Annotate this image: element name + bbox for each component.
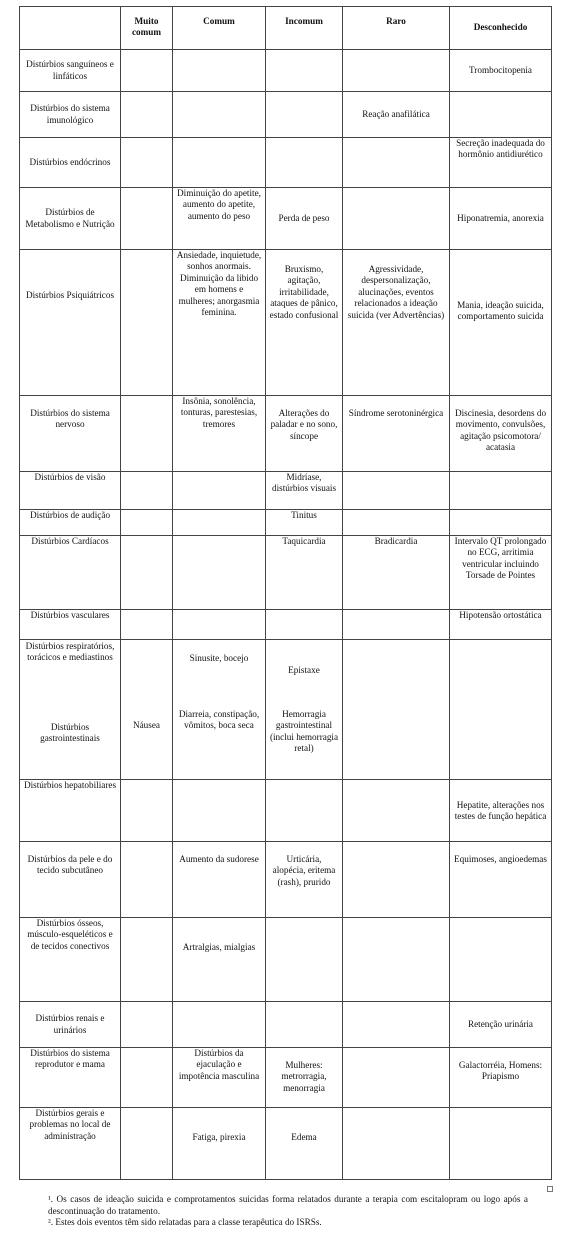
cell-desconhecido: Trombocitopenia	[450, 50, 552, 92]
table-row	[20, 536, 552, 610]
cell-comum: Insônia, sonolência, tonturas, parestesias, tremores	[173, 396, 266, 472]
cell-muito-comum	[121, 1108, 173, 1180]
row-system: Distúrbios gastrointestinais	[40, 722, 100, 744]
cell-comum: Diminuição do apetite, aumento do apetite, aumento do peso	[173, 188, 266, 250]
cell-incomum	[266, 780, 343, 842]
table-row	[20, 396, 552, 472]
cell-desconhecido: Hipotensão ortostática	[450, 610, 552, 640]
cell-raro	[343, 188, 450, 250]
cell-raro	[343, 610, 450, 640]
cell-raro	[343, 1108, 450, 1180]
cell-raro	[343, 1048, 450, 1108]
cell-comum	[173, 1002, 266, 1048]
cell-comum	[173, 50, 266, 92]
header-incomum: Incomum	[266, 7, 343, 50]
row-system: Distúrbios do sistema imunológico	[20, 92, 121, 138]
cell-raro: Agressividade, despersonalização, alucinações, eventos relacionados a ideação suicida (ver Advertências)	[343, 250, 450, 396]
cell-desconhecido: Retenção urinária	[450, 1002, 552, 1048]
row-system: Distúrbios de Metabolismo e Nutrição	[20, 188, 121, 250]
cell-desconhecido	[450, 918, 552, 1002]
row-system: Distúrbios respiratórios, torácicos e mediastinos	[25, 641, 115, 663]
cell-incomum	[266, 610, 343, 640]
cell-comum: Artralgias, mialgias	[173, 918, 266, 1002]
table-row	[20, 1002, 552, 1048]
cell-comum	[173, 510, 266, 536]
table-row	[20, 640, 552, 780]
cell-desconhecido: Galactorréia, Homens: Priapismo	[450, 1048, 552, 1108]
cell-incomum: Mulheres: metrorragia, menorragia	[266, 1048, 343, 1108]
cell-incomum	[266, 92, 343, 138]
cell-raro	[343, 918, 450, 1002]
row-system: Distúrbios do sistema reprodutor e mama	[20, 1048, 121, 1108]
cell-incomum	[266, 138, 343, 188]
cell-muito-comum	[121, 92, 173, 138]
cell-incomum: Midríase, distúrbios visuais	[266, 472, 343, 510]
row-system-merged	[20, 640, 121, 780]
row-system: Distúrbios vasculares	[20, 610, 121, 640]
footnote-1: ¹. Os casos de ideação suicida e comprotamentos suicidas forma relatados durante a terapia com escitalopram ou logo após a descontinuação do tratamento.	[48, 1194, 528, 1216]
cell-raro	[343, 50, 450, 92]
cell-comum	[173, 472, 266, 510]
cell-desconhecido	[450, 640, 552, 780]
row-system: Distúrbios hepatobiliares	[20, 780, 121, 842]
cell-desconhecido: Equimoses, angioedemas	[450, 842, 552, 918]
cell-raro: Bradicardia	[343, 536, 450, 610]
cell-incomum-merged	[266, 640, 343, 780]
cell-desconhecido: Mania, ideação suicida, comportamento suicida	[450, 250, 552, 396]
footnotes	[48, 1194, 528, 1229]
table-row	[20, 188, 552, 250]
cell-raro	[343, 640, 450, 780]
cell-raro	[343, 780, 450, 842]
table-row	[20, 250, 552, 396]
header-muito-comum: Muito comum	[121, 7, 173, 50]
table-row	[20, 610, 552, 640]
row-system: Distúrbios Psiquiátricos	[20, 250, 121, 396]
cell-raro	[343, 1002, 450, 1048]
cell-incomum: Alterações do paladar e no sono, síncope	[266, 396, 343, 472]
adverse-reactions-table	[19, 6, 552, 1180]
cell-desconhecido: Discinesia, desordens do movimento, convulsões, agitação psicomotora/ acatasia	[450, 396, 552, 472]
cell-muito-comum	[121, 536, 173, 610]
cell-comum	[173, 92, 266, 138]
cell-raro	[343, 510, 450, 536]
row-system: Distúrbios de visão	[20, 472, 121, 510]
table-row	[20, 842, 552, 918]
footnote-2: ². Estes dois eventos têm sido relatadas para a classe terapêutica do ISRSs.	[48, 1217, 322, 1227]
cell-muito-comum	[121, 396, 173, 472]
cell-comum	[173, 536, 266, 610]
table-row	[20, 1108, 552, 1180]
cell-desconhecido: Intervalo QT prolongado no ECG, arritimia ventricular incluindo Torsade de Pointes	[450, 536, 552, 610]
cell-incomum	[266, 1002, 343, 1048]
cell-incomum: Edema	[266, 1108, 343, 1180]
cell-incomum: Hemorragia gastrointestinal (inclui hemorragia retal)	[269, 709, 339, 754]
cell-raro: Reação anafilática	[343, 92, 450, 138]
row-system: Distúrbios renais e urinários	[20, 1002, 121, 1048]
cell-incomum: Epistaxe	[288, 665, 320, 675]
cell-muito-comum	[121, 842, 173, 918]
cell-muito-comum: Náusea	[121, 640, 173, 780]
cell-muito-comum	[121, 780, 173, 842]
cell-comum	[173, 138, 266, 188]
table-row	[20, 92, 552, 138]
header-desconhecido: Desconhecido	[450, 7, 552, 50]
cell-muito-comum	[121, 250, 173, 396]
cell-comum: Sinusite, bocejo	[189, 653, 249, 663]
table-corner-marker	[547, 1186, 553, 1192]
cell-muito-comum	[121, 918, 173, 1002]
cell-desconhecido: Hepatite, alterações nos testes de função hepática	[450, 780, 552, 842]
cell-muito-comum	[121, 138, 173, 188]
cell-comum	[173, 610, 266, 640]
table-row	[20, 780, 552, 842]
row-system: Distúrbios sanguíneos e linfáticos	[20, 50, 121, 92]
header-comum: Comum	[173, 7, 266, 50]
table-row	[20, 510, 552, 536]
cell-muito-comum	[121, 50, 173, 92]
row-system: Distúrbios do sistema nervoso	[20, 396, 121, 472]
row-system: Distúrbios da pele e do tecido subcutâneo	[20, 842, 121, 918]
cell-desconhecido: Hiponatremia, anorexia	[450, 188, 552, 250]
table-row	[20, 50, 552, 92]
cell-muito-comum	[121, 188, 173, 250]
cell-desconhecido	[450, 472, 552, 510]
cell-raro	[343, 472, 450, 510]
table-row	[20, 918, 552, 1002]
cell-comum: Distúrbios da ejaculação e impotência masculina	[173, 1048, 266, 1108]
row-system: Distúrbios de audição	[20, 510, 121, 536]
cell-desconhecido	[450, 92, 552, 138]
table-row	[20, 472, 552, 510]
cell-muito-comum	[121, 510, 173, 536]
cell-incomum: Urticária, alopécia, eritema (rash), prurido	[266, 842, 343, 918]
row-system: Distúrbios gerais e problemas no local de administração	[20, 1108, 121, 1180]
cell-incomum	[266, 918, 343, 1002]
cell-comum: Aumento da sudorese	[173, 842, 266, 918]
row-system: Distúrbios ósseos, músculo-esqueléticos e de tecidos conectivos	[20, 918, 121, 1002]
cell-raro: Síndrome serotoninérgica	[343, 396, 450, 472]
cell-muito-comum	[121, 1048, 173, 1108]
cell-incomum: Bruxismo, agitação, irritabilidade, ataques de pânico, estado confusional	[266, 250, 343, 396]
table-row	[20, 1048, 552, 1108]
cell-raro	[343, 138, 450, 188]
cell-muito-comum	[121, 610, 173, 640]
cell-comum: Diarreia, constipação, vômitos, boca seca	[178, 709, 260, 731]
cell-desconhecido: Secreção inadequada do hormônio antidiurético	[450, 138, 552, 188]
cell-desconhecido	[450, 510, 552, 536]
cell-desconhecido	[450, 1108, 552, 1180]
cell-muito-comum	[121, 1002, 173, 1048]
row-system: Distúrbios Cardíacos	[20, 536, 121, 610]
cell-muito-comum	[121, 472, 173, 510]
cell-incomum: Tinitus	[266, 510, 343, 536]
cell-raro	[343, 842, 450, 918]
header-empty	[20, 7, 121, 50]
cell-incomum: Perda de peso	[266, 188, 343, 250]
cell-comum-merged	[173, 640, 266, 780]
header-raro: Raro	[343, 7, 450, 50]
table-row	[20, 138, 552, 188]
cell-incomum: Taquicardia	[266, 536, 343, 610]
header-row	[20, 7, 552, 50]
row-system: Distúrbios endócrinos	[20, 138, 121, 188]
cell-incomum	[266, 50, 343, 92]
cell-comum: Ansiedade, inquietude, sonhos anormais. Diminuição da libido em homens e mulheres; anorgasmia feminina.	[173, 250, 266, 396]
cell-comum	[173, 780, 266, 842]
cell-comum: Fatiga, pirexia	[173, 1108, 266, 1180]
